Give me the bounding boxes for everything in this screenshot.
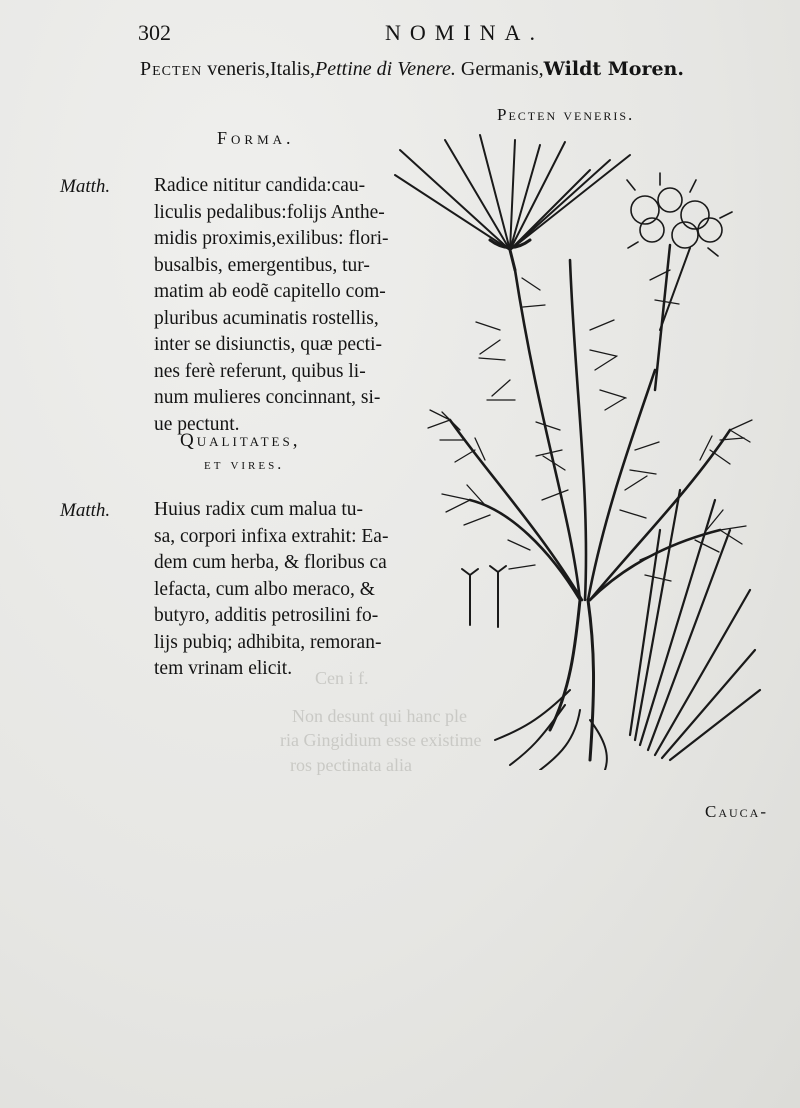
paragraph-qualitates bbox=[154, 497, 399, 683]
plant-stems bbox=[450, 260, 730, 600]
text-line: lefacta, cum albo meraco, & bbox=[154, 578, 375, 600]
text-line: sa, corpori infixa extrahit: Ea- bbox=[154, 525, 389, 547]
flower-umbel bbox=[627, 173, 732, 390]
latin-name: Pecten bbox=[140, 58, 203, 80]
text-line: matim ab eodẽ capitello com- bbox=[154, 281, 386, 302]
text-line: inter se disiunctis, quæ pecti- bbox=[154, 334, 383, 355]
paragraph-forma bbox=[154, 173, 399, 438]
show-through-text: ria Gingidium esse existime bbox=[280, 730, 482, 750]
names-line bbox=[140, 58, 684, 81]
figure-caption: Pecten veneris. bbox=[497, 105, 635, 124]
section-heading-vires: et vires. bbox=[204, 456, 285, 473]
text-line: tem vrinam elicit. bbox=[154, 658, 293, 679]
catchword: Cauca- bbox=[705, 802, 769, 821]
section-heading-qualitates: Qualitates, bbox=[180, 430, 301, 451]
text-line: midis proximis,exilibus: flori- bbox=[154, 228, 389, 249]
text-line: ue pectunt. bbox=[154, 413, 240, 435]
latin-name-rest: veneris, bbox=[207, 58, 270, 80]
text-line: dem cum herba, & floribus ca bbox=[154, 552, 387, 573]
show-through-text: Cen i f. bbox=[315, 668, 369, 688]
text-line: busalbis, emergentibus, tur- bbox=[154, 254, 370, 276]
text-line: liculis pedalibus:folijs Anthe- bbox=[154, 201, 385, 223]
text-line: Huius radix cum malua tu- bbox=[154, 499, 364, 520]
text-line: pluribus acuminatis rostellis, bbox=[154, 307, 379, 329]
show-through-text: Non desunt qui hanc ple bbox=[292, 706, 467, 726]
text-line: nes ferè referunt, quibus li- bbox=[154, 360, 366, 382]
seed-detail bbox=[462, 566, 506, 627]
plant-woodcut-illustration bbox=[390, 130, 770, 770]
text-line: Radice nititur candida:cau- bbox=[154, 175, 366, 196]
running-title: NOMINA. bbox=[385, 20, 544, 45]
text-line: butyro, additis petrosilini fo- bbox=[154, 605, 379, 626]
margin-note-forma: Matth. bbox=[60, 176, 111, 197]
page-number: 302 bbox=[138, 20, 171, 45]
german-label: Germanis, bbox=[460, 58, 544, 80]
text-line: num mulieres concinnant, si- bbox=[154, 387, 381, 408]
seed-cluster bbox=[395, 135, 630, 270]
italian-label: Italis, bbox=[270, 58, 315, 80]
text-line: lijs pubiq; adhibita, remoran- bbox=[154, 631, 382, 653]
show-through-text: ros pectinata alia bbox=[290, 755, 412, 775]
margin-note-qualitates: Matth. bbox=[60, 500, 111, 521]
section-heading-forma: Forma. bbox=[217, 128, 295, 148]
italian-name: Pettine di Venere. bbox=[315, 58, 456, 80]
german-name: Wildt Moren. bbox=[543, 58, 684, 80]
root bbox=[495, 600, 607, 770]
